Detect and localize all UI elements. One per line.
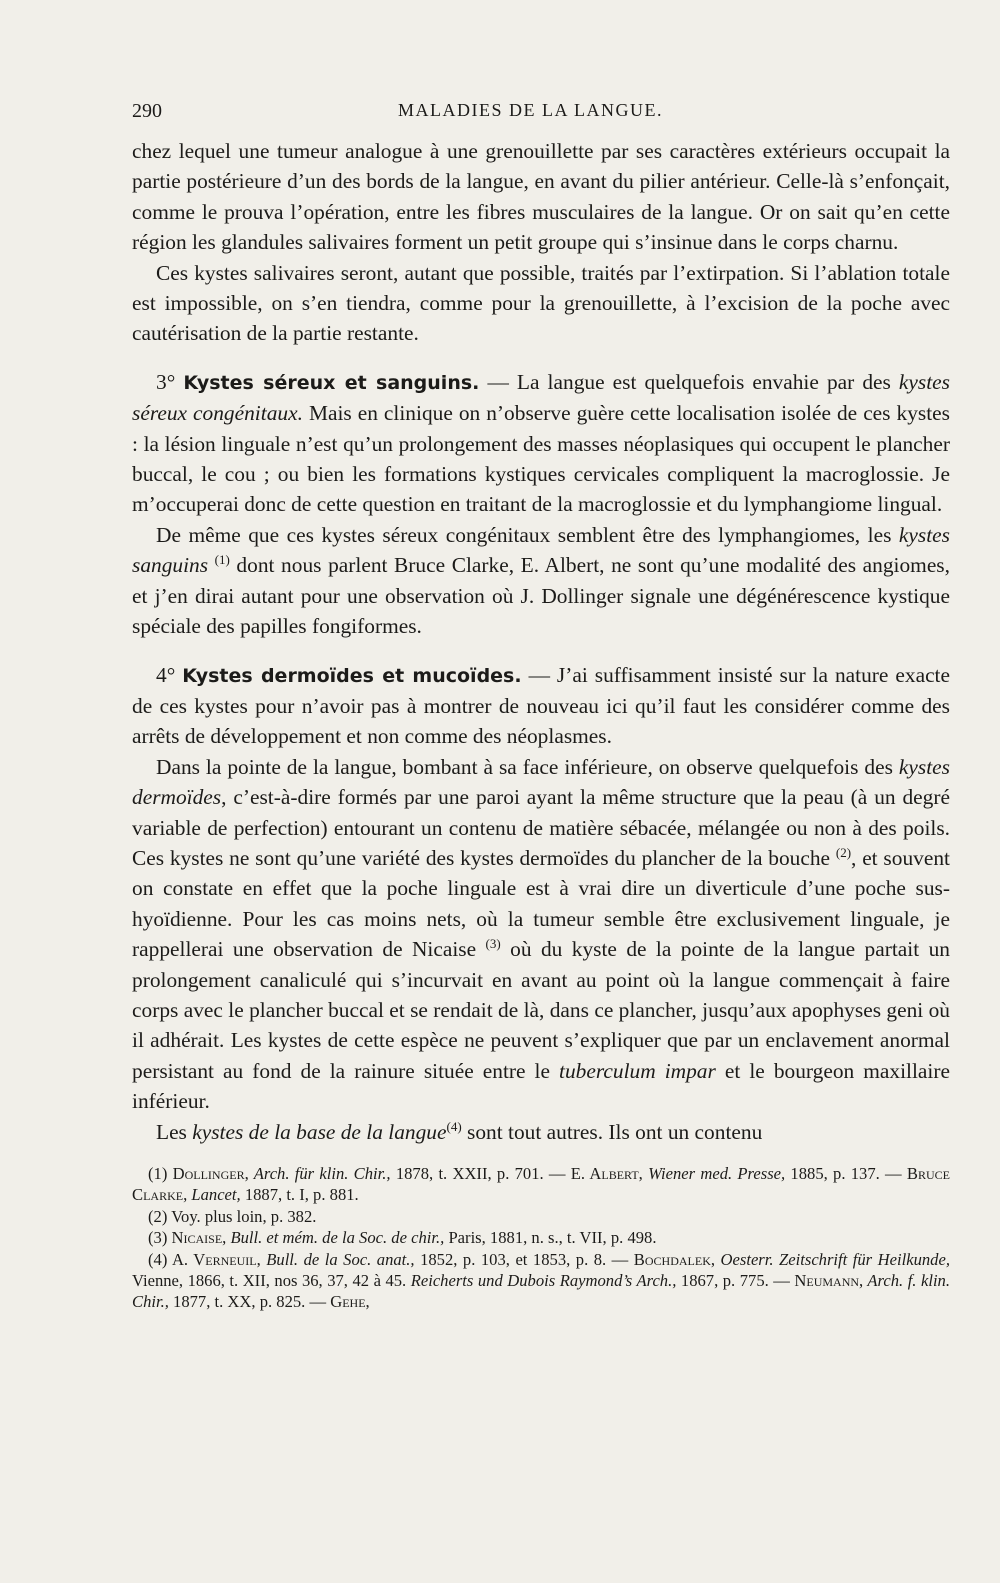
text-run: 1852, p. 103, et 1853, p. 8. — [414,1249,634,1269]
italic-term: kystes sanguins [132,522,950,578]
citation-title: Wiener med. Presse, [642,1164,786,1183]
italic-term: tuberculum impar [559,1058,716,1083]
paragraph [132,1117,950,1147]
footnote-mark: (4) [148,1249,168,1269]
footnote-ref: (1) [214,552,230,568]
paragraph: chez lequel une tumeur analogue à une grenouillette par ses caractères extérieurs occupait la partie postérieure d’un des bords de la langue, en avant du pilier antérieur. Celle-là s’enfonçait, comme le prouva l’opération, entre les fibres musculaires de la langue. Or on sait qu’en cette région les glandules salivaires forment un petit groupe qui s’insinue dans le corps charnu. [132,139,950,255]
text-run: — J’ai suffisamment insisté sur la nature exacte de ces kystes pour n’avoir pas à montrer de nouveau ici qu’il faut les considérer comme des arrêts de développement et non comme des néoplasmes. [132,662,950,749]
author-name: Dollinger, [167,1164,249,1183]
paragraph [132,520,950,642]
citation-title: Bull. et mém. de la Soc. de chir., [226,1228,445,1248]
author-name: E. Albert, [570,1164,643,1183]
footnote [132,1227,950,1248]
italic-term: kystes dermoïdes [132,754,950,810]
footnote-ref: (3) [485,936,501,952]
section-heading: Kystes séreux et sanguins. [183,371,480,394]
citation-title: Reicherts und Dubois Raymond’s Arch., [410,1271,677,1291]
author-name: A. Verneuil, [167,1249,261,1269]
body-text [132,136,950,1147]
footnote [132,1249,950,1313]
text-run: 1885, p. 137. — [785,1164,907,1183]
section-3-paragraph [132,367,950,520]
text-run: — La langue est quelquefois envahie par des [479,369,899,394]
author-name: Bochdalek, [633,1249,716,1269]
text-run: 1867, p. 775. — [676,1271,795,1291]
italic-term: kystes séreux congénitaux. [132,369,950,426]
citation-title: Arch. für klin. Chir., [248,1164,391,1183]
text-run: 1887, t. I, p. 881. [240,1185,359,1205]
author-name: Neumann, [794,1271,864,1291]
author-name: Nicaise, [167,1228,227,1248]
section-number: 3° [156,369,176,394]
text-run: , c’est-à-dire formés par une paroi ayant la même structure que la peau (à un degré variable de perfection) entourant un contenu de matière sébacée, mélangée ou non à des poils. Ces kystes ne sont qu’une variété des kystes dermoïdes du plancher de la bouche [132,785,950,870]
citation-title: Arch. f. klin. Chir., [132,1271,950,1312]
text-run: dont nous parlent Bruce Clarke, E. Albert, ne sont qu’une modalité des angiomes, et j’en dirai autant pour une observation où J. Dollinger signale une dégénérescence kystique spéciale des papilles fongiformes. [132,553,950,639]
footnote-ref: (4) [446,1118,462,1134]
text-run: Vienne, 1866, t. XII, nos 36, 37, 42 à 45. [132,1271,411,1291]
text-run: et le bourgeon maxillaire inférieur. [132,1058,950,1114]
text-run: De même que ces kystes séreux congénitaux semblent être des lymphangiomes, les [156,522,899,547]
footnote: (2) Voy. plus loin, p. 382. [148,1206,317,1226]
citation-title: Lancet, [187,1185,241,1205]
footnote-ref: (2) [835,844,852,860]
page-content [132,96,950,1313]
paragraph [132,752,950,1117]
footnote [132,1163,950,1206]
text-run: , et souvent on constate en effet que la poche linguale est à vrai dire un diverticule d’une poche sus-hyoïdienne. Pour les cas moins nets, où la tumeur semble être exclusivement linguale, je rappellerai une observation de Nicaise [132,845,950,962]
text-run: 1877, t. XX, p. 825. — [168,1292,331,1312]
section-number: 4° [156,662,176,687]
text-run: Les [156,1119,193,1144]
author-name: Gehe, [330,1292,370,1312]
citation-title: Bull. de la Soc. anat., [260,1249,415,1269]
text-run: où du kyste de la pointe de la langue partait un prolongement canaliculé qui s’incurvait en avant au point où la langue commençait à faire corps avec le plancher buccal et se rendait de là, dans ce plancher, jusqu’aux apophyses geni où il adhérait. Les kystes de cette espèce ne peuvent s’expliquer que par un enclavement anormal persistant au fond de la rainure située entre le [132,937,950,1083]
text-run: Mais en clinique on n’observe guère cette localisation isolée de ces kystes : la lésion linguale n’est qu’un prolongement des masses néoplasiques qui occupent le plancher buccal, le cou ; ou bien les formations kystiques cervicales compliquent la macroglossie. Je m’occuperai donc de cette question en traitant de la macroglossie et du lymphangiome lingual. [132,401,950,517]
section-4-paragraph [132,660,950,752]
footnote-mark: (1) [148,1164,168,1183]
citation-title: Oesterr. Zeitschrift für Heilkunde, [715,1249,950,1269]
text-run: Paris, 1881, n. s., t. VII, p. 498. [444,1228,657,1248]
running-head: MALADIES DE LA LANGUE. [398,100,663,120]
paragraph: Ces kystes salivaires seront, autant que possible, traités par l’extirpation. Si l’ablation totale est impossible, on s’en tiendra, comme pour la grenouillette, à l’excision de la poche avec cautérisation de la partie restante. [132,260,950,346]
page-number: 290 [132,100,162,122]
footnote-mark: (3) [148,1228,168,1248]
text-run: 1878, t. XXII, p. 701. — [390,1164,571,1183]
text-run: sont tout autres. Ils ont un contenu [461,1119,763,1144]
text-run: Dans la pointe de la langue, bombant à sa face inférieure, on observe quelquefois des [156,754,899,779]
section-heading: Kystes dermoïdes et mucoïdes. [182,664,522,687]
italic-term: kystes de la base de la langue [192,1119,447,1144]
page-header [132,96,950,136]
footnotes [132,1163,950,1313]
author-name: Bruce Clarke, [132,1164,950,1205]
